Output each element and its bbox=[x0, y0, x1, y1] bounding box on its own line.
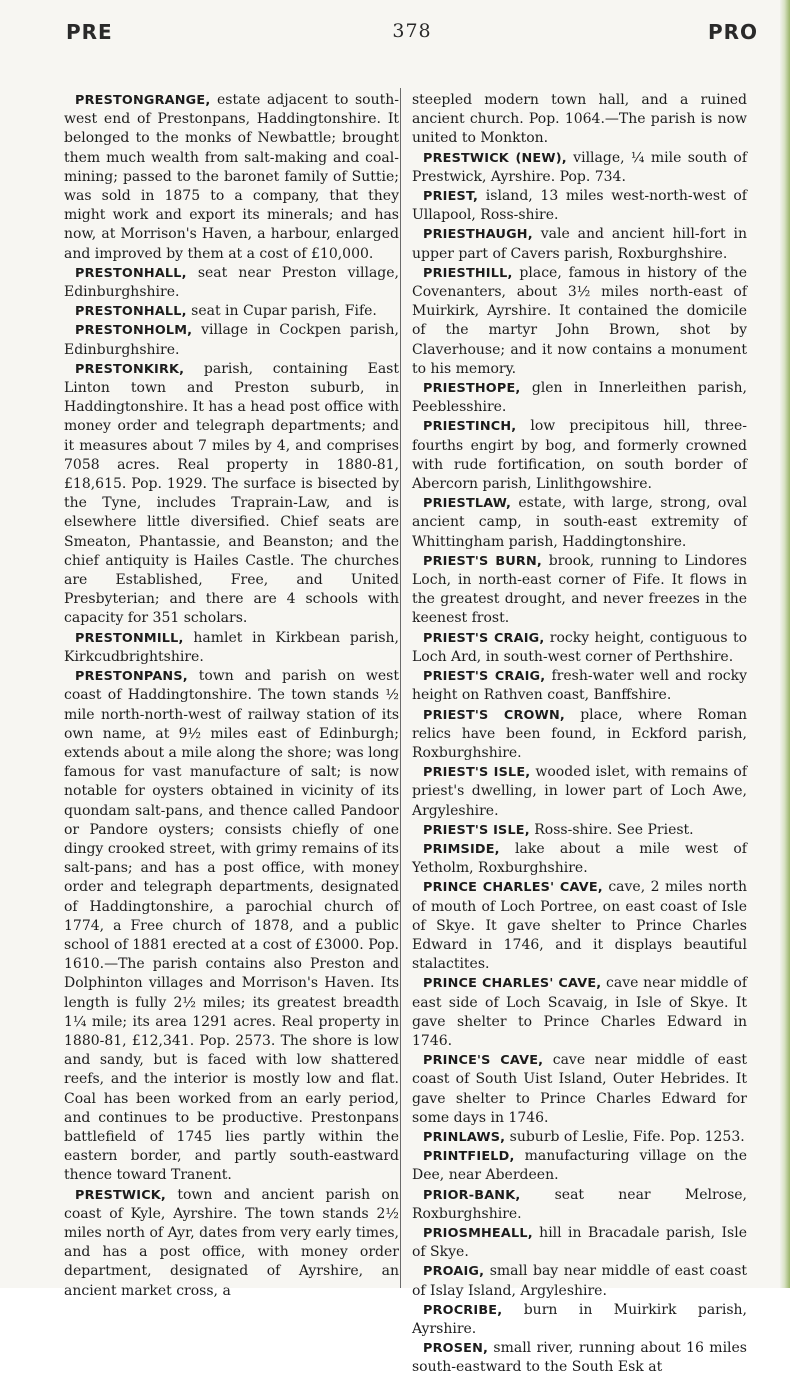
entry-headword: PRESTONHOLM, bbox=[75, 323, 193, 339]
entry-headword: PRIEST, bbox=[423, 189, 479, 205]
entry-text: cave, 2 miles north of mouth of Loch Portree, on east coast of Isle of Skye. It gave shelter to Prince Charles Edward in 1746, and it displays beautiful stalactites. bbox=[412, 879, 747, 973]
entry-text: brook, running to Lindores Loch, in north-east corner of Fife. It flows in the greatest drought, and never freezes in the keenest frost. bbox=[412, 552, 747, 627]
gazetteer-entry bbox=[412, 1224, 747, 1262]
entry-headword: PROSEN, bbox=[423, 1341, 489, 1357]
entry-text: hill in Bracadale parish, Isle of Skye. bbox=[412, 1224, 747, 1261]
entry-headword: PRIESTLAW, bbox=[423, 496, 512, 512]
page-number: 378 bbox=[392, 20, 432, 42]
gazetteer-entry bbox=[64, 302, 399, 321]
entry-headword: PRIESTHOPE, bbox=[423, 381, 521, 397]
gazetteer-entry bbox=[64, 321, 399, 359]
entry-headword: PRESTONHALL, bbox=[75, 265, 187, 281]
gazetteer-entry bbox=[412, 706, 747, 764]
entry-headword: PRINCE'S CAVE, bbox=[423, 1053, 544, 1069]
header-left-guide-word: PRE bbox=[66, 20, 113, 44]
gazetteer-entry bbox=[412, 667, 747, 705]
entry-text: burn in Muirkirk parish, Ayrshire. bbox=[412, 1301, 747, 1337]
column-divider bbox=[400, 88, 401, 1288]
entry-text: suburb of Leslie, Fife. Pop. 1253. bbox=[505, 1128, 745, 1145]
entry-text: town and ancient parish on coast of Kyle, Ayrshire. The town stands 2½ miles north of Ayr, dates from very early times, and has a post office, with money order department, designated of Ayrshire, an ancient market cross, a bbox=[64, 1186, 399, 1299]
header-right-guide-word: PRO bbox=[707, 20, 758, 44]
entry-text: rocky height, contiguous to Loch Ard, in south-west corner of Perthshire. bbox=[412, 629, 748, 665]
entry-headword: PRESTONKIRK, bbox=[75, 361, 185, 377]
entry-headword: PRINTFIELD, bbox=[423, 1149, 515, 1165]
gazetteer-entry bbox=[64, 629, 399, 667]
entry-headword: PRIEST'S CRAIG, bbox=[423, 630, 545, 646]
entry-headword: PRINCE CHARLES' CAVE, bbox=[423, 880, 603, 896]
gazetteer-entry bbox=[412, 1339, 747, 1377]
entry-text: fresh-water well and rocky height on Rathven coast, Banffshire. bbox=[412, 668, 748, 704]
entry-headword: PRIESTINCH, bbox=[423, 419, 517, 435]
gazetteer-entry bbox=[412, 763, 747, 821]
entry-text: cave near middle of east side of Loch Scavaig, in Isle of Skye. It gave shelter to Prince Charles Edward in 1746. bbox=[412, 975, 747, 1049]
entry-headword: PRIMSIDE, bbox=[423, 841, 500, 857]
entry-headword: PRIEST'S BURN, bbox=[423, 553, 542, 569]
entry-text: Ross-shire. See Priest. bbox=[529, 821, 694, 838]
entry-text: town and parish on west coast of Haddingtonshire. The town stands ½ mile north-north-west of railway station of its own name, at 9½ miles east of Edinburgh; extends about a mile along the shore; was long famous for vast manufacture of salt; is now notable for oysters obtained in vicinity of its quondam salt-pans, and thence called Pandoor or Pandore oysters; consists chiefly of one dingy crooked street, with grimy remains of its salt-pans; and has a post office, with money order and telegraph departments, designated of Haddingtonshire, a parochial church of 1774, a Free church of 1878, and a public school of 1881 erected at a cost of £3000. Pop. 1610.—The parish contains also Preston and Dolphinton villages and Morrison's Haven. Its length is fully 2½ miles; its greatest breadth 1¼ mile; its area 1291 acres. Real property in 1880-81, £12,341. Pop. 2573. The shore is low and sandy, but is faced with low shattered reefs, and the interior is mostly low and flat. Coal has been worked from an early period, and continues to be productive. Prestonpans battlefield of 1745 lies partly within the eastern border, and partly south-eastward thence toward Tranent. bbox=[64, 668, 399, 1184]
entry-text: steepled modern town hall, and a ruined ancient church. Pop. 1064.—The parish is now united to Monkton. bbox=[412, 92, 747, 147]
entry-headword: PRESTWICK (NEW), bbox=[423, 150, 567, 166]
entry-text: estate, with large, strong, oval ancient camp, in south-east extremity of Whittingham parish, Haddingtonshire. bbox=[412, 495, 747, 550]
gazetteer-entry bbox=[412, 1301, 747, 1339]
gazetteer-entry bbox=[412, 552, 747, 629]
gazetteer-entry bbox=[412, 379, 747, 417]
gazetteer-entry bbox=[412, 417, 747, 494]
gazetteer-entry bbox=[412, 187, 747, 225]
entry-text: place, where Roman relics have been found, in Eckford parish, Roxburghshire. bbox=[412, 706, 747, 761]
entry-headword: PRESTONHALL, bbox=[75, 304, 187, 320]
gazetteer-entry bbox=[64, 667, 399, 1185]
gazetteer-entry bbox=[412, 840, 747, 878]
entry-headword: PRIOR-BANK, bbox=[423, 1187, 521, 1203]
right-column bbox=[412, 91, 747, 1378]
gazetteer-entry bbox=[412, 494, 747, 552]
gazetteer-entry bbox=[412, 1051, 747, 1128]
gazetteer-entry bbox=[64, 1186, 399, 1301]
gazetteer-entry bbox=[412, 1147, 747, 1185]
entry-text: hamlet in Kirkbean parish, Kirkcudbrightshire. bbox=[64, 629, 399, 665]
gazetteer-entry bbox=[412, 878, 747, 974]
entry-headword: PRESTONMILL, bbox=[75, 630, 184, 646]
entry-headword: PRIEST'S ISLE, bbox=[423, 765, 531, 781]
running-header bbox=[66, 20, 758, 48]
gazetteer-entry bbox=[412, 225, 747, 263]
left-column bbox=[64, 91, 399, 1301]
entry-text: island, 13 miles west-north-west of Ullapool, Ross-shire. bbox=[412, 188, 747, 224]
entry-text: manufacturing village on the Dee, near Aberdeen. bbox=[412, 1148, 747, 1184]
gazetteer-entry bbox=[412, 629, 747, 667]
entry-text: estate adjacent to south-west end of Prestonpans, Haddingtonshire. It belonged to the monks of Newbattle; brought them much wealth from salt-making and coal-mining; passed to the baronet family of Suttie; was sold in 1875 to a company, that they might work and export its minerals; and has now, at Morrison's Haven, a harbour, enlarged and improved by them at a cost of £10,000. bbox=[64, 92, 399, 262]
entry-text: low precipitous hill, three-fourths engirt by bog, and formerly crowned with rude fortification, on south border of Abercorn parish, Linlithgowshire. bbox=[412, 418, 747, 493]
gazetteer-entry bbox=[412, 974, 747, 1051]
entry-headword: PRESTWICK, bbox=[75, 1187, 166, 1203]
gazetteer-entry bbox=[412, 91, 747, 149]
entry-text: seat near Preston village, Edinburghshire. bbox=[64, 264, 399, 301]
entry-headword: PRESTONGRANGE, bbox=[75, 93, 211, 108]
entry-headword: PRIESTHAUGH, bbox=[423, 227, 533, 243]
entry-headword: PRINLAWS, bbox=[423, 1129, 506, 1145]
gazetteer-entry bbox=[64, 264, 399, 302]
entry-text: village in Cockpen parish, Edinburghshire. bbox=[64, 322, 399, 358]
entry-text: cave near middle of east coast of South Uist Island, Outer Hebrides. It gave shelter to Prince Charles Edward for some days in 1746. bbox=[412, 1052, 747, 1126]
entry-text: wooded islet, with remains of priest's dwelling, in lower part of Loch Awe, Argyleshire. bbox=[412, 764, 747, 819]
entry-text: glen in Innerleithen parish, Peeblesshire. bbox=[412, 380, 747, 416]
entry-headword: PRESTONPANS, bbox=[75, 669, 188, 685]
entry-text: lake about a mile west of Yetholm, Roxburghshire. bbox=[412, 840, 747, 877]
entry-headword: PRIOSMHEALL, bbox=[423, 1225, 533, 1241]
entry-text: small bay near middle of east coast of Islay Island, Argyleshire. bbox=[412, 1263, 747, 1299]
gazetteer-entry bbox=[64, 91, 399, 264]
gazetteer-entry bbox=[412, 821, 747, 840]
entry-headword: PROAIG, bbox=[423, 1264, 485, 1280]
entry-headword: PRIESTHILL, bbox=[423, 265, 513, 281]
entry-text: vale and ancient hill-fort in upper part of Cavers parish, Roxburghshire. bbox=[412, 226, 747, 262]
entry-text: parish, containing East Linton town and Preston suburb, in Haddingtonshire. It has a head post office with money order and telegraph departments; and it measures about 7 miles by 4, and comprises 7058 acres. Real property in 1880-81, £18,615. Pop. 1929. The surface is bisected by the Tyne, includes Traprain-Law, and is elsewhere little diversified. Chief seats are Smeaton, Phantassie, and Beanston; and the chief antiquity is Hailes Castle. The churches are Established, Free, and United Presbyterian; and there are 4 schools with capacity for 351 scholars. bbox=[64, 360, 399, 627]
entry-headword: PRIEST'S ISLE, bbox=[423, 822, 530, 838]
entry-headword: PRINCE CHARLES' CAVE, bbox=[423, 976, 602, 992]
entry-text: place, famous in history of the Covenanters, about 3½ miles north-east of Muirkirk, Ayrshire. It contained the domicile of the martyr John Brown, shot by Claverhouse; and it now contains a monument to his memory. bbox=[412, 264, 747, 377]
gazetteer-entry bbox=[412, 264, 747, 379]
entry-text: seat near Melrose, Roxburghshire. bbox=[412, 1186, 747, 1222]
entry-text: seat in Cupar parish, Fife. bbox=[186, 303, 377, 320]
gazetteer-entry bbox=[412, 1262, 747, 1300]
entry-text: village, ¼ mile south of Prestwick, Ayrshire. Pop. 734. bbox=[412, 149, 748, 185]
page-edge-margin bbox=[780, 0, 790, 1288]
gazetteer-entry bbox=[64, 360, 399, 629]
gazetteer-entry bbox=[412, 1186, 747, 1224]
gazetteer-entry bbox=[412, 1128, 747, 1147]
entry-headword: PROCRIBE, bbox=[423, 1302, 503, 1318]
gazetteer-entry bbox=[412, 149, 747, 187]
entry-headword: PRIEST'S CROWN, bbox=[423, 707, 565, 723]
entry-headword: PRIEST'S CRAIG, bbox=[423, 669, 546, 685]
entry-text: small river, running about 16 miles south-eastward to the South Esk at bbox=[412, 1340, 747, 1376]
